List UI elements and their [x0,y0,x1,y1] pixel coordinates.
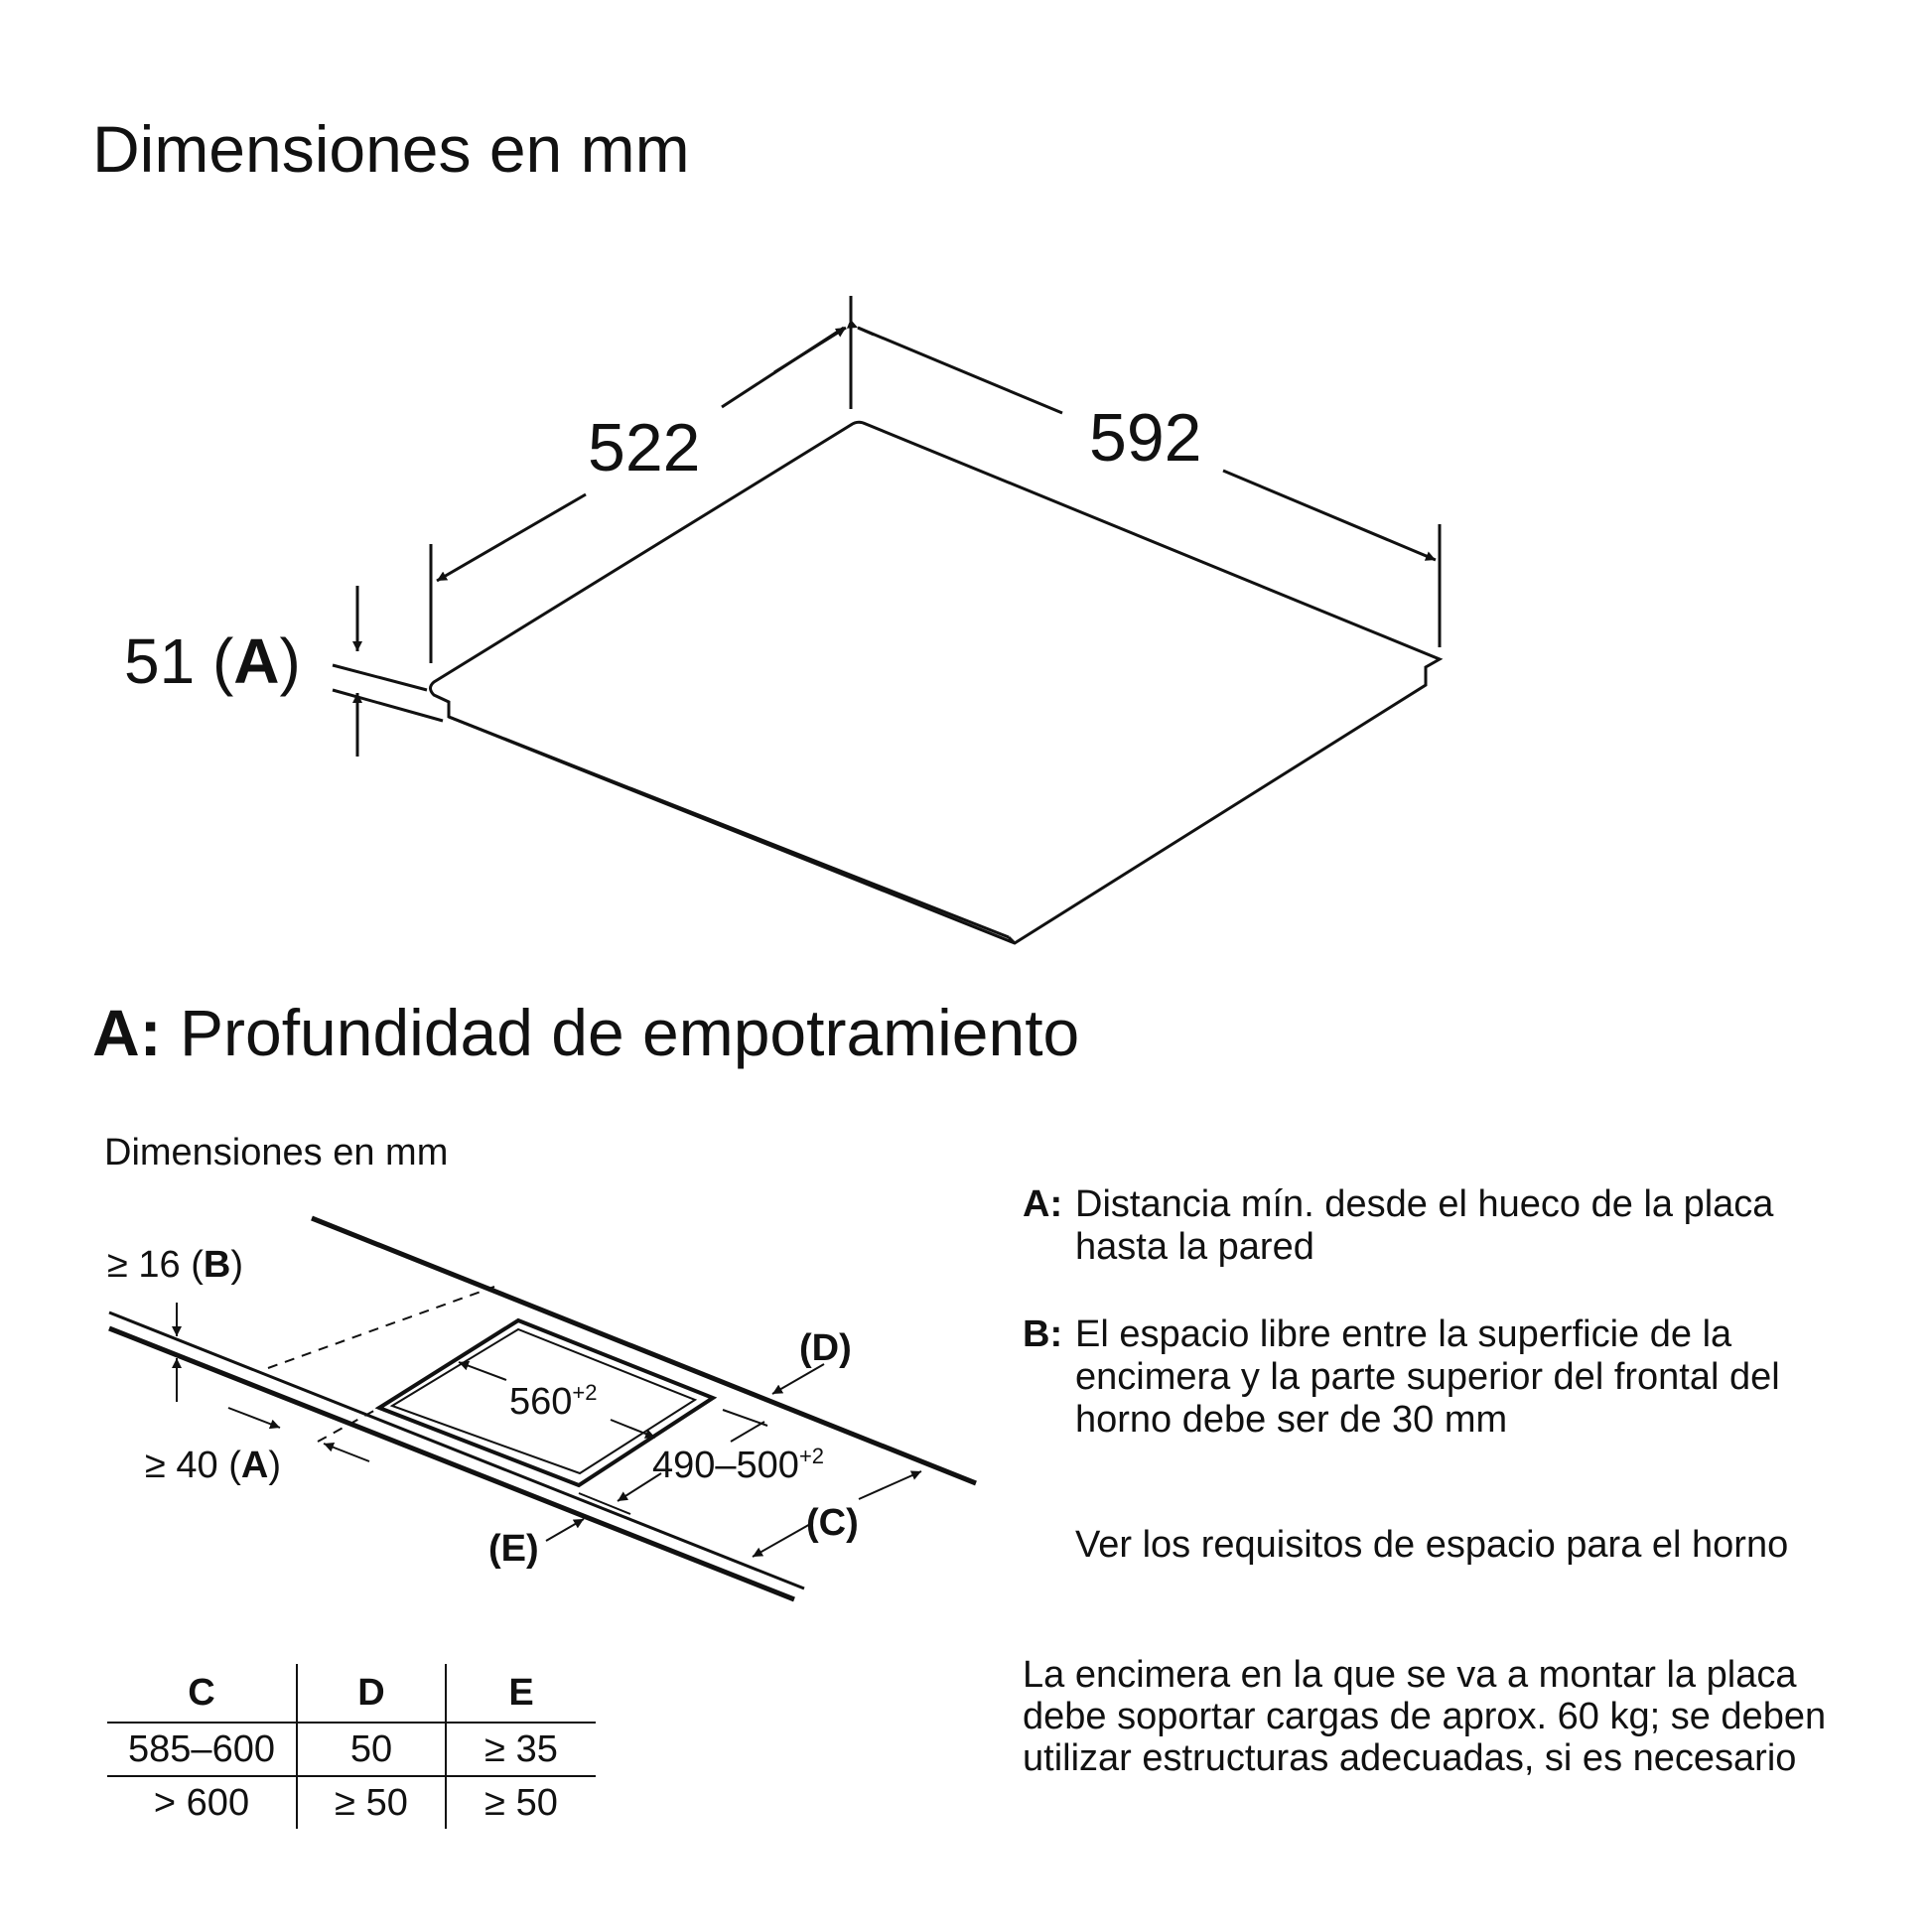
subtitle-key: A: [92,996,162,1069]
label-c: (C) [806,1502,859,1544]
arrow-c-bottom [753,1523,812,1557]
arrow-e [546,1519,584,1541]
table-cell: > 600 [107,1776,297,1829]
dimension-arrow-592-right [1223,471,1436,560]
note-text: Distancia mín. desde el hueco de la placa hasta la pared [1075,1183,1774,1268]
table-cell: ≥ 50 [297,1776,446,1829]
arrow-a-left [228,1408,280,1428]
label-a: ≥ 40 (A) [145,1445,282,1486]
extension-line [333,665,427,690]
label-d: (D) [799,1327,852,1369]
load-note: La encimera en la que se va a montar la placa debe soportar cargas de aprox. 60 kg; se deben utilizar estructuras adecuadas, si es necesario [1023,1654,1827,1779]
dimension-522-label: 522 [588,410,701,485]
note-text: Ver los requisitos de espacio para el horno [1075,1524,1789,1566]
dimension-line-592 [858,328,1062,413]
dimension-arrow-522-left [437,494,586,581]
dimension-51-label: 51 (A) [124,625,301,697]
dimension-592-label: 592 [1089,400,1202,476]
arrow-560-left [459,1362,506,1380]
arrow-c-top [859,1471,921,1499]
page-title: Dimensiones en mm [92,112,690,186]
table-header-row [107,1664,596,1723]
arrow-cut-depth-top [731,1422,764,1442]
table-header: C [107,1664,297,1723]
extension-line [333,690,443,721]
subtitle-text: Profundidad de empotramiento [180,996,1080,1069]
table-header: E [508,1671,534,1714]
label-cut-width: $560^{+2}$ [509,1380,598,1423]
subtitle [92,995,1079,1070]
table-header: D [297,1664,446,1723]
clearance-table [107,1664,596,1829]
dimension-arrow-522-right [774,328,846,372]
table-cell: ≥ 35 [446,1723,596,1776]
label-cut-depth: $490-500^{+2}$ [652,1444,825,1486]
label-b: ≥ 16 (B) [107,1244,244,1286]
table-cell: 585–600 [107,1723,297,1776]
arrow-a-right [324,1444,369,1461]
note-key: B: [1023,1313,1063,1355]
table-row [107,1723,596,1776]
note-a [1023,1183,1840,1269]
note-text: El espacio libre entre la superficie de la encimera y la parte superior del frontal del horno debe ser de 30 mm [1075,1313,1780,1441]
dimension-arrow-592-left [858,328,874,335]
label-e: (E) [488,1528,539,1570]
note-b [1023,1313,1840,1442]
hob-top [431,422,1441,943]
section-title: Dimensiones en mm [104,1132,449,1173]
table-cell: 50 [297,1723,446,1776]
note-oven [1023,1524,1840,1567]
table-cell: ≥ 50 [484,1781,558,1824]
note-key: A: [1023,1183,1063,1225]
table-row [107,1776,596,1829]
